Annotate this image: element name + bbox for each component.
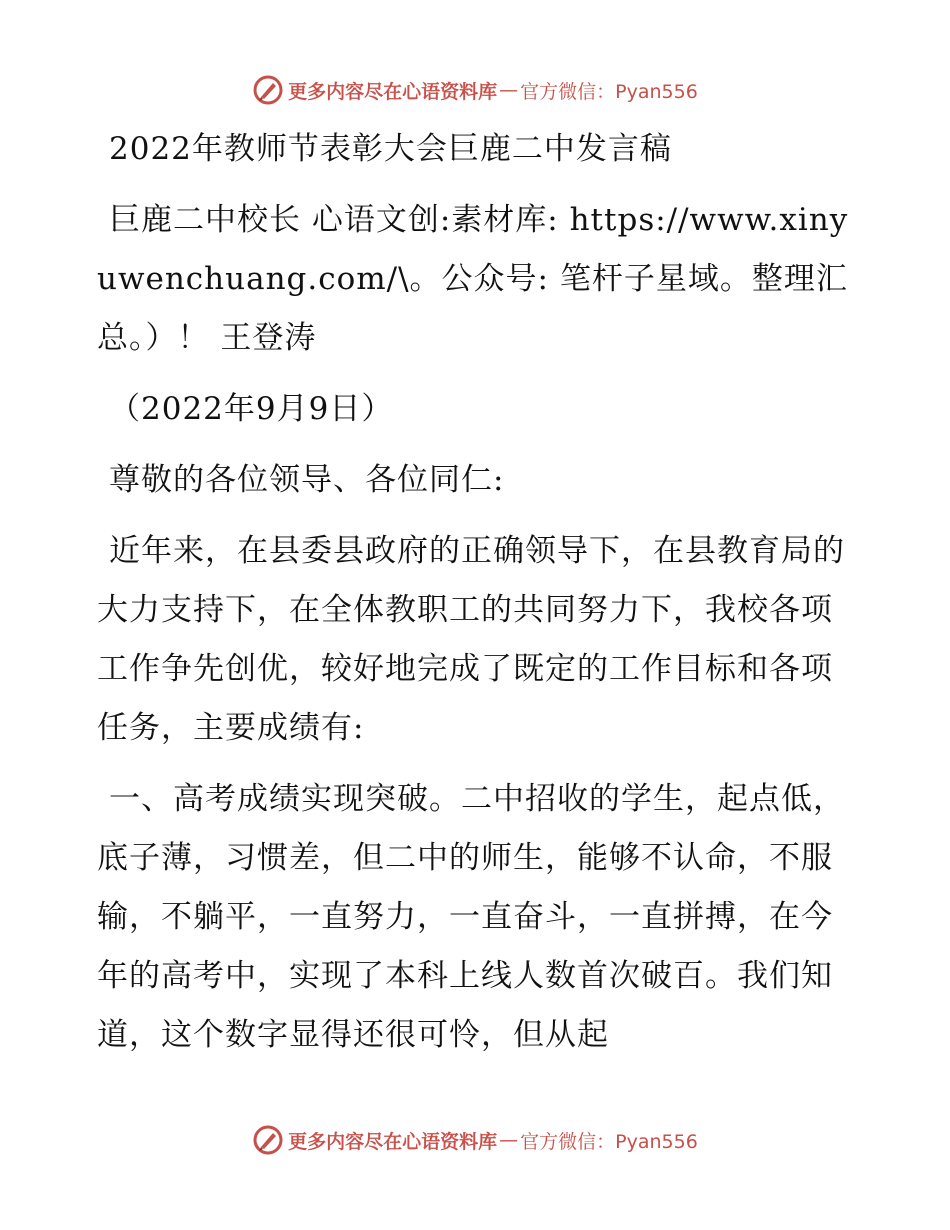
footer-banner [0,1120,950,1160]
spacer [97,758,857,770]
pen-circle-logo-icon [252,1124,284,1156]
author-line-text: 巨鹿二中校长 心语文创:素材库: https://www.xinyuwenchuang.com/\。公众号: 笔杆子星域。整理汇总。）！ 王登涛 [97,202,849,356]
pen-circle-logo-icon [252,74,284,106]
banner-site-text: 更多内容尽在心语资料库 [288,1130,498,1153]
paragraph-2: 一、高考成绩实现突破。二中招收的学生，起点低，底子薄，习惯差，但二中的师生，能够不认命，不服输，不躺平，一直努力，一直奋斗，一直拼搏，在今年的高考中，实现了本科上线人数首次破百。我们知道，这个数字显得还很可怜，但从起 [97,781,845,1053]
header-banner [0,70,950,110]
banner-wechat-text: 官方微信：Pyan556 [520,80,698,103]
paragraph-1: 近年来，在县委县政府的正确领导下，在县教育局的大力支持下，在全体教职工的共同努力下，我校各项工作争先创优，较好地完成了既定的工作目标和各项任务，主要成绩有: [97,533,845,746]
banner-site-text: 更多内容尽在心语资料库 [288,80,498,103]
spacer [97,368,857,380]
salutation: 尊敬的各位领导、各位同仁: [109,462,505,498]
spacer [97,510,857,522]
document-title: 2022年教师节表彰大会巨鹿二中发言稿 [109,131,672,167]
document-body [97,120,857,1065]
author-line [97,191,857,368]
banner-separator: — [499,79,519,101]
banner-separator: — [499,1129,519,1151]
spacer [97,179,857,191]
document-date: （2022年9月9日） [109,391,394,427]
banner-wechat-text: 官方微信：Pyan556 [520,1130,698,1153]
spacer [97,439,857,451]
